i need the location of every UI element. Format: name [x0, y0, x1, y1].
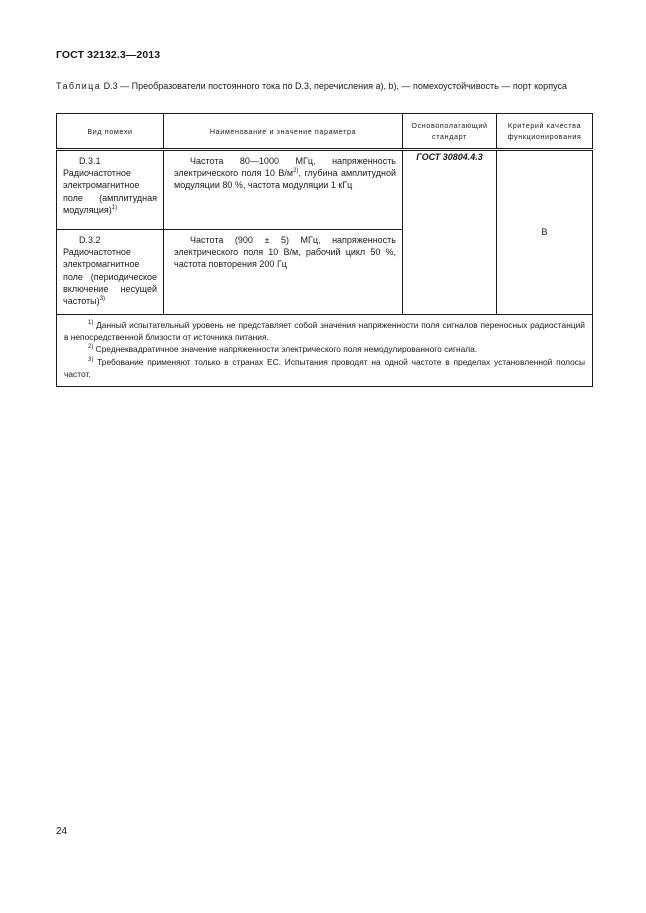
- footnote-3: [64, 356, 585, 380]
- page-number: 24: [56, 826, 68, 837]
- footnotes-row: [57, 315, 593, 387]
- document-header: ГОСТ 32132.3—2013: [56, 49, 161, 61]
- footnote-text: Требование применяют только в странах ЕС. Испытания проводят на одной частоте в пределах установленной полосы частот.: [64, 356, 585, 379]
- row-2-parameter-text: Частота (900 ± 5) МГц, напряженность электрического поля 10 В/м, рабочий цикл 50 %, частота повторения 200 Гц: [174, 235, 396, 270]
- footnote-2: [64, 343, 585, 355]
- footnote-mark: 2): [88, 344, 94, 351]
- row-1-parameter: [164, 150, 403, 230]
- footnote-text: Среднеквадратичное значение напряженности электрического поля немодулированного сигнала.: [93, 344, 478, 355]
- table-header-row: [57, 114, 593, 150]
- column-header-standard: Основополагающий стандарт: [403, 114, 497, 150]
- column-header-criterion: Критерий качества функционирования: [497, 114, 593, 150]
- table-caption: [56, 80, 596, 93]
- table-row: [57, 150, 593, 230]
- footnote-ref: 1): [111, 204, 118, 211]
- row-1-parameter-text-b: , глубина амплитудной модуляции 80 %, частота модуляции 1 кГц: [174, 168, 396, 191]
- standard-cell: ГОСТ 30804.4.3: [403, 150, 497, 315]
- column-header-parameter: Наименование и значение параметра: [164, 114, 403, 150]
- footnotes-cell: [57, 315, 593, 387]
- row-2-parameter: [164, 230, 403, 315]
- footnote-mark: 3): [88, 356, 94, 363]
- footnote-ref: 2): [293, 168, 299, 175]
- footnote-text: Данный испытательный уровень не представляет собой значения напряженности поля сигналов переносных радиостанций в непосредственной близости от источника питания.: [64, 320, 585, 343]
- row-2-type: [57, 230, 164, 315]
- row-1-type-text: D.3.1 Радиочастотное электромагнитное поле (амплитудная модуляция): [63, 156, 157, 215]
- row-1-parameter-text-a: Частота 80—1000 МГц, напряженность электрического поля 10 В/м: [174, 156, 396, 179]
- parameters-table: [56, 113, 593, 387]
- table-caption-text: D.3 — Преобразователи постоянного тока по D.3, перечисления a), b), — помехоустойчивость — порт корпуса: [101, 81, 567, 91]
- table-caption-label: Таблица: [56, 81, 102, 91]
- footnote-mark: 1): [88, 320, 94, 326]
- row-1-type: [57, 150, 164, 230]
- criterion-cell: B: [497, 150, 593, 315]
- footnote-ref: 3): [99, 296, 105, 303]
- row-2-type-text: D.3.2 Радиочастотное электромагнитное поле (периодическое включение несущей частоты): [63, 235, 157, 307]
- column-header-type: Вид помехи: [57, 114, 164, 150]
- footnote-1: [64, 319, 585, 343]
